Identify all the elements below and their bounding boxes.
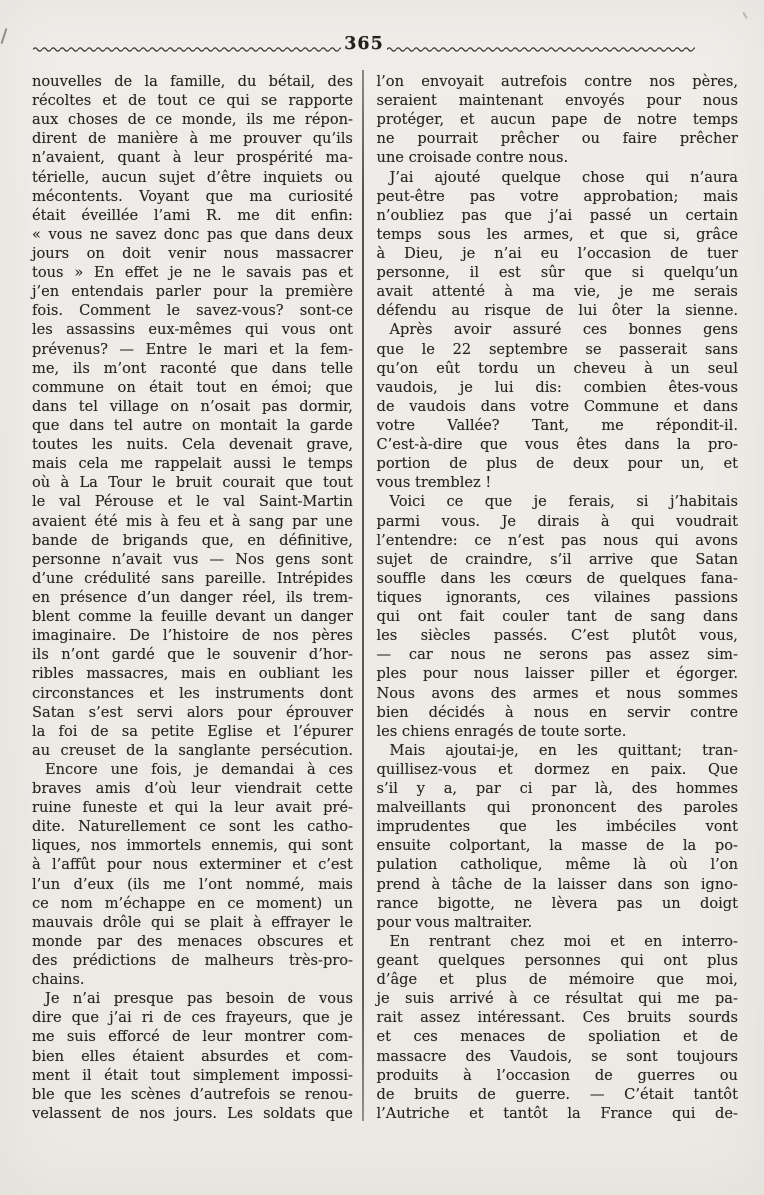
text-line: personne, il est sûr que si quelqu’un [376, 264, 738, 282]
text-line: votre Vallée? Tant, me répondit-il. [376, 416, 738, 434]
text-line: Je n’ai presque pas besoin de vous [45, 990, 353, 1008]
text-line: bien décidés à nous en servir contre [376, 703, 738, 721]
text-line: seraient maintenant envoyés pour nous [376, 92, 738, 110]
scan-artifact-mark [1, 28, 7, 44]
text-line: pulation catholique, même là où l’on [376, 856, 738, 874]
text-line: le val Pérouse et le val Saint-Martin [32, 493, 353, 511]
text-line: ensuite colportant, la masse de la po- [376, 837, 738, 855]
text-line: tiques ignorants, ces vilaines passions [376, 588, 738, 606]
text-line: dire que j’ai ri de ces frayeurs, que je [32, 1009, 353, 1027]
text-line: n’avaient, quant à leur prospérité ma- [32, 149, 353, 167]
text-line: En rentrant chez moi et en interro- [389, 932, 738, 950]
text-line: malveillants qui prononcent des paroles [376, 799, 738, 817]
text-line: des prédictions de malheurs très-pro- [32, 952, 353, 970]
text-line: ples pour nous laisser piller et égorger. [376, 665, 738, 683]
text-line: qu’on eût tordu un cheveu à un seul [376, 359, 738, 377]
text-line: blent comme la feuille devant un danger [32, 608, 353, 626]
text-line: mécontents. Voyant que ma curiosité [32, 187, 353, 205]
text-line: me, ils m’ont raconté que dans telle [32, 359, 353, 377]
text-line: j’en entendais parler pour la première [32, 283, 353, 301]
text-line: chains. [32, 971, 85, 989]
text-line: ment il était tout simplement impossi- [32, 1066, 353, 1084]
text-line: de vaudois dans votre Commune et dans [376, 397, 738, 415]
text-line: ble que les scènes d’autrefois se renou- [32, 1085, 353, 1103]
text-line: fois. Comment le savez-vous? sont-ce [32, 302, 353, 320]
text-line: au creuset de la sanglante persécution. [32, 741, 353, 759]
text-line: tous » En effet je ne le savais pas et [32, 264, 353, 282]
text-line: l’on envoyait autrefois contre nos pères, [376, 73, 738, 90]
text-line: geant quelques personnes qui ont plus [376, 952, 738, 970]
text-line: bien elles étaient absurdes et com- [32, 1047, 353, 1065]
text-line: que dans tel autre on montait la garde [32, 416, 353, 434]
text-line: Voici ce que je ferais, si j’habitais [389, 493, 738, 511]
text-line: parmi vous. Je dirais à qui voudrait [376, 512, 738, 530]
text-line: rait assez intéressant. Ces bruits sourds [376, 1009, 738, 1027]
text-line: C’est-à-dire que vous êtes dans la pro- [376, 436, 738, 454]
text-line: je suis arrivé à ce résultat qui me pa- [376, 990, 738, 1008]
text-line: imprudentes que les imbéciles vont [376, 818, 738, 836]
text-line: peut-être pas votre approbation; mais [376, 187, 738, 205]
text-line: qui ont fait couler tant de sang dans [376, 608, 738, 626]
text-line: les siècles passés. C’est plutôt vous, [376, 627, 738, 645]
text-line: protéger, et aucun pape de notre temps [376, 111, 738, 129]
text-line: Après avoir assuré ces bonnes gens [389, 321, 738, 339]
text-line: velassent de nos jours. Les soldats que [32, 1104, 353, 1122]
text-line: n’oubliez pas que j’ai passé un certain [376, 206, 738, 224]
text-line: récoltes et de tout ce qui se rapporte [32, 92, 353, 110]
text-line: monde par des menaces obscures et [32, 932, 353, 950]
text-line: mais cela me rappelait aussi le temps [32, 455, 353, 473]
text-line: à Dieu, je n’ai eu l’occasion de tuer [376, 244, 738, 262]
text-line: vous tremblez ! [376, 474, 492, 492]
text-line: Encore une fois, je demandai à ces [45, 760, 353, 778]
text-line: ruine funeste et qui la leur avait pré- [32, 799, 353, 817]
text-line: d’âge et plus de mémoire que moi, [376, 971, 738, 989]
text-line: portion de plus de deux pour un, et [376, 455, 738, 473]
text-line: où à La Tour le bruit courait que tout [32, 474, 353, 492]
text-line: ils n’ont gardé que le souvenir d’hor- [32, 646, 353, 664]
text-line: que le 22 septembre se passerait sans [376, 340, 738, 358]
text-line: était éveillée l’ami R. me dit enfin: [32, 206, 353, 224]
text-line: — car nous ne serons pas assez sim- [376, 646, 738, 664]
text-line: s’il y a, par ci par là, des hommes [376, 780, 738, 798]
text-line: l’un d’eux (ils me l’ont nommé, mais [32, 875, 353, 893]
text-line: mauvais drôle qui se plait à effrayer le [32, 913, 353, 931]
column-right [364, 72, 739, 1123]
text-columns [32, 72, 738, 1123]
text-line: les chiens enragés de toute sorte. [376, 722, 627, 740]
wavy-rule-right [387, 45, 695, 54]
text-line: toutes les nuits. Cela devenait grave, [32, 436, 353, 454]
text-line: en présence d’un danger réel, ils trem- [32, 588, 353, 606]
text-line: prévenus? — Entre le mari et la fem- [32, 340, 353, 358]
text-line: avait attenté à ma vie, je me serais [376, 283, 738, 301]
text-line: ce nom m’échappe en ce moment) un [32, 894, 353, 912]
text-line: Mais ajoutai-je, en les quittant; tran- [389, 741, 738, 759]
text-line: térielle, aucun sujet d’être inquiets ou [32, 168, 353, 186]
text-line: d’une crédulité sans pareille. Intrépides [32, 569, 353, 587]
text-line: braves amis d’où leur viendrait cette [32, 780, 353, 798]
page-header [33, 28, 695, 58]
text-line: rance bigotte, ne lèvera pas un doigt [376, 894, 738, 912]
text-line: sujet de craindre, s’il arrive que Satan [376, 550, 738, 568]
text-line: circonstances et les instruments dont [32, 684, 353, 702]
column-left [32, 72, 353, 1123]
text-line: prend à tâche de la laisser dans son igno- [376, 875, 738, 893]
text-line: dite. Naturellement ce sont les catho- [32, 818, 353, 836]
text-line: temps sous les armes, et que si, grâce [376, 225, 738, 243]
text-line: l’Autriche et tantôt la France qui de- [376, 1104, 738, 1122]
text-line: bande de brigands que, en définitive, [32, 531, 353, 549]
text-line: jours on doit venir nous massacrer [32, 244, 353, 262]
text-line: quillisez-vous et dormez en paix. Que [376, 760, 738, 778]
text-line: nouvelles de la famille, du bétail, des [32, 73, 353, 90]
text-line: aux choses de ce monde, ils me répon- [32, 111, 353, 129]
text-line: dans tel village on n’osait pas dormir, [32, 397, 353, 415]
text-line: me suis efforcé de leur montrer com- [32, 1028, 353, 1046]
text-line: ne pourrait prêcher ou faire prêcher [376, 130, 738, 148]
text-line: les assassins eux-mêmes qui vous ont [32, 321, 353, 339]
wavy-rule-left [33, 45, 341, 54]
text-line: et ces menaces de spoliation et de [376, 1028, 738, 1046]
text-line: de bruits de guerre. — C’était tantôt [376, 1085, 738, 1103]
text-line: défendu au risque de lui ôter la sienne. [376, 302, 738, 320]
text-line: liques, nos immortels ennemis, qui sont [32, 837, 353, 855]
page-number: 365 [344, 34, 384, 54]
text-line: ribles massacres, mais en oubliant les [32, 665, 353, 683]
text-line: personne n’avait vus — Nos gens sont [32, 550, 353, 568]
text-line: J’ai ajouté quelque chose qui n’aura [389, 168, 738, 186]
text-line: à l’affût pour nous exterminer et c’est [32, 856, 353, 874]
text-line: vaudois, je lui dis: combien êtes-vous [376, 378, 738, 396]
text-line: commune on était tout en émoi; que [32, 378, 353, 396]
text-line: l’entendre: ce n’est pas nous qui avons [376, 531, 738, 549]
text-line: la foi de sa petite Eglise et l’épurer [32, 722, 353, 740]
text-line: Satan s’est servi alors pour éprouver [32, 703, 353, 721]
text-line: massacre des Vaudois, se sont toujours [376, 1047, 738, 1065]
text-line: avaient été mis à feu et à sang par une [32, 512, 353, 530]
text-line: souffle dans les cœurs de quelques fana- [376, 569, 738, 587]
text-line: pour vous maltraiter. [376, 913, 533, 931]
text-line: Nous avons des armes et nous sommes [376, 684, 738, 702]
text-line: dirent de manière à me prouver qu’ils [32, 130, 353, 148]
text-line: « vous ne savez donc pas que dans deux [32, 225, 353, 243]
scan-artifact-mark [742, 12, 747, 19]
text-line: produits à l’occasion de guerres ou [376, 1066, 738, 1084]
text-line: imaginaire. De l’histoire de nos pères [32, 627, 353, 645]
text-line: une croisade contre nous. [376, 149, 569, 167]
